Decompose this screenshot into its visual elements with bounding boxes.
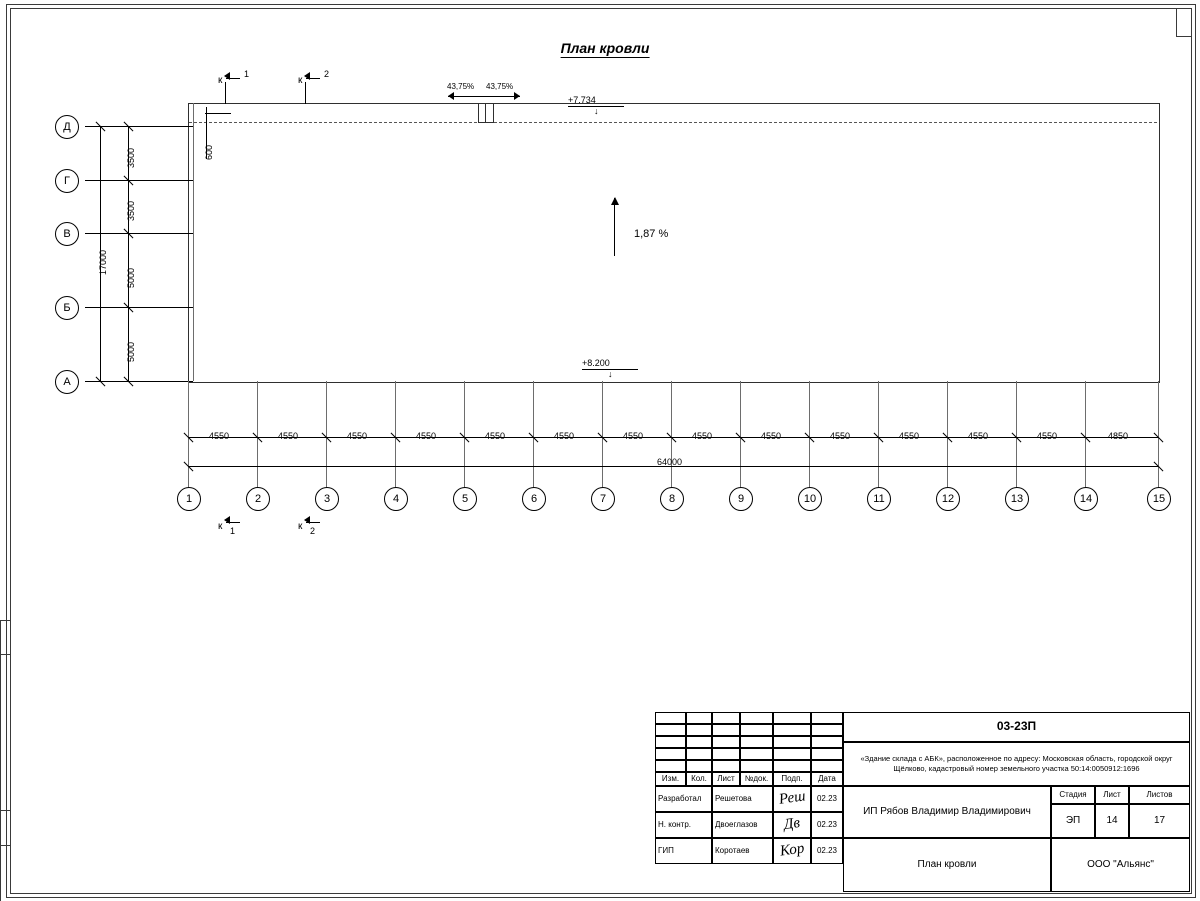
axis-bubble-a[interactable]: А — [55, 370, 79, 394]
stamp-role-1: Разработал — [655, 786, 712, 812]
stamp-signature-3: Кор — [773, 838, 811, 864]
percent-left-label: 43,75% — [447, 82, 475, 91]
axis-bubble-14[interactable]: 14 — [1074, 487, 1098, 511]
stamp-date-3: 02.23 — [811, 838, 843, 864]
horizontal-dim-2: 4550 — [278, 431, 299, 441]
axis-line-b — [85, 307, 193, 308]
elevation-arrow-8200: ↓ — [608, 369, 613, 379]
horizontal-dim-14: 4850 — [1108, 431, 1129, 441]
vertical-dim-5000-b: 5000 — [126, 341, 136, 362]
axis-bubble-10[interactable]: 10 — [798, 487, 822, 511]
stamp-sheet-value: 14 — [1095, 804, 1129, 838]
horizontal-dim-10: 4550 — [830, 431, 851, 441]
stamp-object-name: «Здание склада с АБК», расположенное по адресу: Московская область, городской округ Щёлково, кадастровый номер земельного участка 50:14:0050912:1696 — [843, 742, 1190, 786]
stamp-sheets-header: Листов — [1129, 786, 1190, 804]
axis-bubble-7[interactable]: 7 — [591, 487, 615, 511]
elevation-arrow-7734: ↓ — [594, 106, 599, 116]
stamp-stage-value: ЭП — [1051, 804, 1095, 838]
stamp-sheet-name: План кровли — [843, 838, 1051, 892]
roof-hatch-detail — [478, 103, 494, 123]
horizontal-dim-6: 4550 — [554, 431, 575, 441]
overhang-dim-line — [205, 113, 231, 114]
axis-bubble-12[interactable]: 12 — [936, 487, 960, 511]
axis-line-g — [85, 180, 193, 181]
axis-bubble-8[interactable]: 8 — [660, 487, 684, 511]
vertical-total-dim-label: 17000 — [98, 249, 108, 275]
stamp-date-1: 02.23 — [811, 786, 843, 812]
sheet-frame-notch — [1176, 8, 1191, 37]
axis-bubble-13[interactable]: 13 — [1005, 487, 1029, 511]
axis-bubble-11[interactable]: 11 — [867, 487, 891, 511]
axis-bubble-5[interactable]: 5 — [453, 487, 477, 511]
stamp-col-izm: Изм. — [655, 772, 686, 786]
roof-inner-wall-line — [193, 103, 194, 381]
axis-bubble-15[interactable]: 15 — [1147, 487, 1171, 511]
section-line-k1-top — [225, 82, 226, 104]
stamp-role-3: ГИП — [655, 838, 712, 864]
title-block — [655, 712, 1190, 892]
stamp-name-3: Коротаев — [712, 838, 773, 864]
stamp-name-1: Решетова — [712, 786, 773, 812]
stamp-signature-1: Реш — [773, 786, 811, 812]
slope-direction-arrow — [614, 198, 615, 256]
sheet-left-margin-strip — [0, 620, 10, 900]
horizontal-dim-11: 4550 — [899, 431, 920, 441]
stamp-col-data: Дата — [811, 772, 843, 786]
overhang-dim-label: 600 — [204, 144, 214, 160]
axis-bubble-6[interactable]: 6 — [522, 487, 546, 511]
page-title-text: План кровли — [560, 40, 650, 56]
axis-bubble-3[interactable]: 3 — [315, 487, 339, 511]
stamp-stage-header: Стадия — [1051, 786, 1095, 804]
vertical-dim-3500-b: 3500 — [126, 200, 136, 221]
horizontal-dim-12: 4550 — [968, 431, 989, 441]
vertical-dim-3500-a: 3500 — [126, 147, 136, 168]
axis-bubble-4[interactable]: 4 — [384, 487, 408, 511]
horizontal-dim-7: 4550 — [623, 431, 644, 441]
slope-label: 1,87 % — [634, 228, 669, 240]
elevation-value-8200: +8.200 — [582, 358, 610, 368]
horizontal-dim-3: 4550 — [347, 431, 368, 441]
axis-line-v — [85, 233, 193, 234]
stamp-date-2: 02.23 — [811, 812, 843, 838]
page-title — [561, 40, 650, 56]
horizontal-dim-13: 4550 — [1037, 431, 1058, 441]
axis-bubble-d[interactable]: Д — [55, 115, 79, 139]
stamp-project-code: 03-23П — [843, 712, 1190, 742]
stamp-customer: ИП Рябов Владимир Владимирович — [843, 786, 1051, 838]
horizontal-total-dim-label: 64000 — [657, 457, 683, 467]
axis-bubble-b[interactable]: Б — [55, 296, 79, 320]
elevation-value-7734: +7.734 — [568, 95, 596, 105]
roof-top-edge — [188, 103, 1158, 104]
roof-outline — [188, 103, 1160, 383]
axis-bubble-1[interactable]: 1 — [177, 487, 201, 511]
stamp-col-list: Лист — [712, 772, 740, 786]
axis-bubble-2[interactable]: 2 — [246, 487, 270, 511]
stamp-col-kol: Кол. — [686, 772, 712, 786]
stamp-role-2: Н. контр. — [655, 812, 712, 838]
stamp-company: ООО "Альянс" — [1051, 838, 1190, 892]
stamp-signature-2: Дв — [773, 812, 811, 838]
stamp-name-2: Двоеглазов — [712, 812, 773, 838]
elevation-marker-8200 — [582, 358, 613, 379]
vertical-dim-5000-a: 5000 — [126, 267, 136, 288]
stamp-col-podp: Подп. — [773, 772, 811, 786]
elevation-marker-7734 — [568, 95, 599, 116]
horizontal-dim-1: 4550 — [209, 431, 230, 441]
axis-bubble-9[interactable]: 9 — [729, 487, 753, 511]
stamp-sheets-value: 17 — [1129, 804, 1190, 838]
drawing-sheet: План кровли 600 43,75% 43,75% +7.734 ↓ +8.200 ↓ 1,87 % к 1 к 2 к 1 к 2 Д Г В Б А 3500 3500 5000 5000 17000 4550 4550 4550 4550 4550 4550 4550 4550 4550 4550 4550 4550 4550 4850 64000 1 2 3 4 5 6 7 8 9 10 11 12 13 14 15 Изм. Кол. Лист №док. Подп. Дата Разработал Решетова Реш 02.23 Н. контр. Двоеглазов Дв 02.23 ГИП Коротаев Кор 02.23 03-23П «Здание склада с АБК», расположенное по адресу: Московская область, городской округ Щёлково, кадастровый номер земельного участка 50:14:0050912:1696 ИП Рябов Владимир Владимирович План кровли Стадия Лист Листов ЭП 14 17 ООО "Альянс" — [0, 0, 1200, 900]
percent-right-label: 43,75% — [486, 82, 514, 91]
stamp-sheet-header: Лист — [1095, 786, 1129, 804]
stamp-col-ndok: №док. — [740, 772, 773, 786]
horizontal-dim-9: 4550 — [761, 431, 782, 441]
roof-parapet-dashed-line — [189, 122, 1157, 123]
axis-bubble-g[interactable]: Г — [55, 169, 79, 193]
horizontal-dim-4: 4550 — [416, 431, 437, 441]
axis-bubble-v[interactable]: В — [55, 222, 79, 246]
horizontal-dim-8: 4550 — [692, 431, 713, 441]
horizontal-dim-5: 4550 — [485, 431, 506, 441]
section-line-k2-top — [305, 82, 306, 104]
